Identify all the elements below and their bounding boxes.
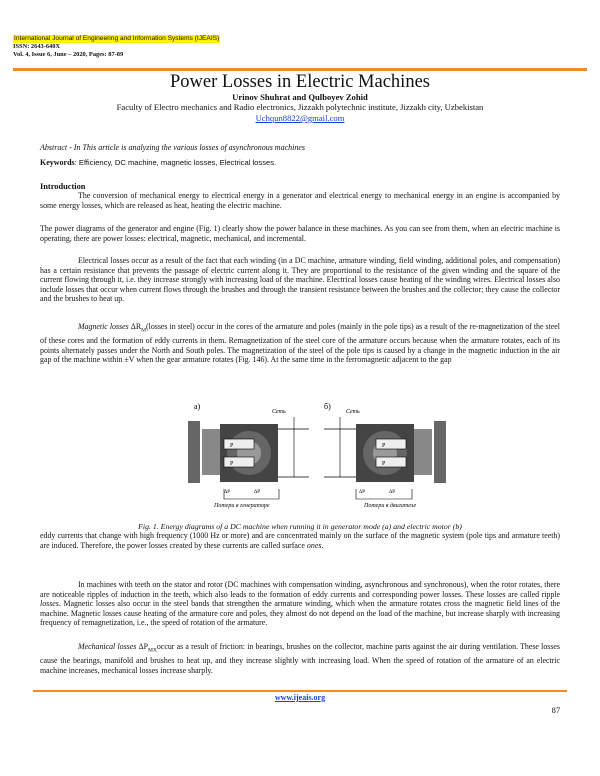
paragraph-1: The conversion of mechanical energy to electrical energy in a generator and electrical energy to mechanical energy in an engine is accompanied by some energy losses, which are released as heat, heating the electric machine. (40, 191, 560, 210)
header-divider (13, 68, 587, 71)
label-bottom-a: Потери в генераторе (214, 503, 270, 509)
issn: ISSN: 2643-640X (13, 43, 61, 50)
paragraph-6: In machines with teeth on the stator and rotor (DC machines with compensation winding, asynchronous and synchronous), when the rotor rotates, there are noticeable ripples of induction in the teeth, which also leads to the formation of eddy currents and corresponding power losses. These losses are called ripple losses. Magnetic losses also occur in the steel bands that strengthen the armature winding, which when the armature rotates cross the magnetic field lines of the machine. Magnetic losses cause heating of the armature core and poles, they almost do not depend on the load of the machine, but increase sharply with increasing frequency of remagnetization, i.e., the speed of rotation of the armature. (40, 580, 560, 628)
paragraph-2: The power diagrams of the generator and engine (Fig. 1) clearly show the power balance in these machines. As you can see from them, when an electric machine is operating, there are power losses: electrical, magnetic, mechanical, and incremental. (40, 224, 560, 243)
label-top-a: Сеть (272, 409, 286, 415)
footer-divider (33, 690, 567, 692)
diagram-b-motor (324, 402, 446, 509)
paragraph-5: eddy currents that change with high frequency (1000 Hz or more) and are concentrated mainly on the surface of the magnetic system (pole tips and armature teeth) are induced. Therefore, the power losses created by these currents are called surface ones. (40, 531, 560, 550)
keywords-label: Keywords (40, 158, 75, 167)
energy-diagram-figure (184, 399, 451, 521)
symbol-delta-rm: $\Delta R_M$ (130, 322, 146, 334)
term-mechanical-losses: Mechanical losses (78, 642, 137, 651)
diagram-a-generator (188, 402, 309, 509)
svg-text:P: P (382, 443, 386, 449)
term-magnetic-losses: Magnetic losses (78, 322, 129, 331)
abstract: Abstract - In This article is analyzing the various losses of asynchronous machines (40, 143, 306, 152)
label-bottom-b: Потери в двигателе (364, 503, 417, 509)
volume-info: Vol. 4, Issue 6, June – 2020, Pages: 87-89 (13, 51, 124, 58)
label-b: б) (324, 402, 331, 411)
label-top-b: Сеть (346, 409, 360, 415)
label-a: а) (194, 402, 201, 411)
keywords (40, 158, 276, 167)
svg-text:ΔP: ΔP (359, 490, 365, 495)
journal-name: International Journal of Engineering and Information Systems (IJEAIS) (14, 35, 220, 42)
journal-header (13, 35, 220, 59)
svg-text:ΔP: ΔP (389, 490, 395, 495)
svg-text:ΔP: ΔP (224, 490, 230, 495)
affiliation: Faculty of Electro mechanics and Radio electronics, Jizzakh polytechnic institute, Jizzakh city, Uzbekistan (116, 102, 484, 112)
svg-text:ΔP: ΔP (254, 490, 260, 495)
author-email-link[interactable]: Uchqun8822@gmail.com (255, 113, 345, 123)
svg-text:P: P (230, 443, 234, 449)
section-heading-introduction: Introduction (40, 182, 86, 191)
authors: Urinov Shuhrat and Qulboyev Zohid (232, 92, 368, 102)
svg-text:P: P (382, 461, 386, 467)
paragraph-3: Electrical losses occur as a result of the fact that each winding (in a DC machine, armature winding, field winding, additional poles, and compensation) has a certain resistance that prevents the passage of electric current along it. They are proportional to the resistance of the given winding and the square of the current flowing through it, i.e. they increase strongly with increasing load of the machine. Electrical losses cause heating of the winding wires. Electrical losses also include losses that occur when current flows through the brushes and through the transient resistance between the brushes and the collector; they cause the collector and the brushes to heat up. (40, 256, 560, 304)
paper-title: Power Losses in Electric Machines (170, 72, 430, 92)
figure-caption: Fig. 1. Energy diagrams of a DC machine when running it in generator mode (a) and electric motor (b) (138, 522, 462, 531)
page-number: 87 (551, 706, 560, 715)
svg-text:P: P (230, 461, 234, 467)
footer-website-link[interactable]: www.ijeais.org (274, 693, 326, 702)
paragraph-4: Magnetic losses $\Delta R_M(losses$ in steel) occur in the cores of the armature and poles (mainly in the pole tips) as a result of the re-magnetization of the steel of these cores and the formation of eddy currents in them. Remagnetization of the steel core of the armature occurs because when the armature rotates, each of its points alternately passes under the North and South poles. The magnetization of the steel of the pole tips is caused by a change in the magnetic induction in the air gap of the machine within ±V when the gear armature rotates (Fig. 146). At the same time in the ferromagnetic adjacent to the gap (40, 322, 560, 365)
keywords-list: : Efficiency, DC machine, magnetic losses, Electrical losses. (74, 158, 277, 167)
symbol-delta-pmx: $\Delta P_{MX}$ (138, 642, 157, 654)
paragraph-7: Mechanical losses $\Delta P_{MX}occur$ as a result of friction: in bearings, brushes on the collector, machine parts against the air during ventilation. These losses cause the bearings, manifold and brushes to heat up, and they increase slightly with increasing load. When the speed of rotation of the armature of an electric machine increases, mechanical losses increase sharply. (40, 642, 560, 675)
